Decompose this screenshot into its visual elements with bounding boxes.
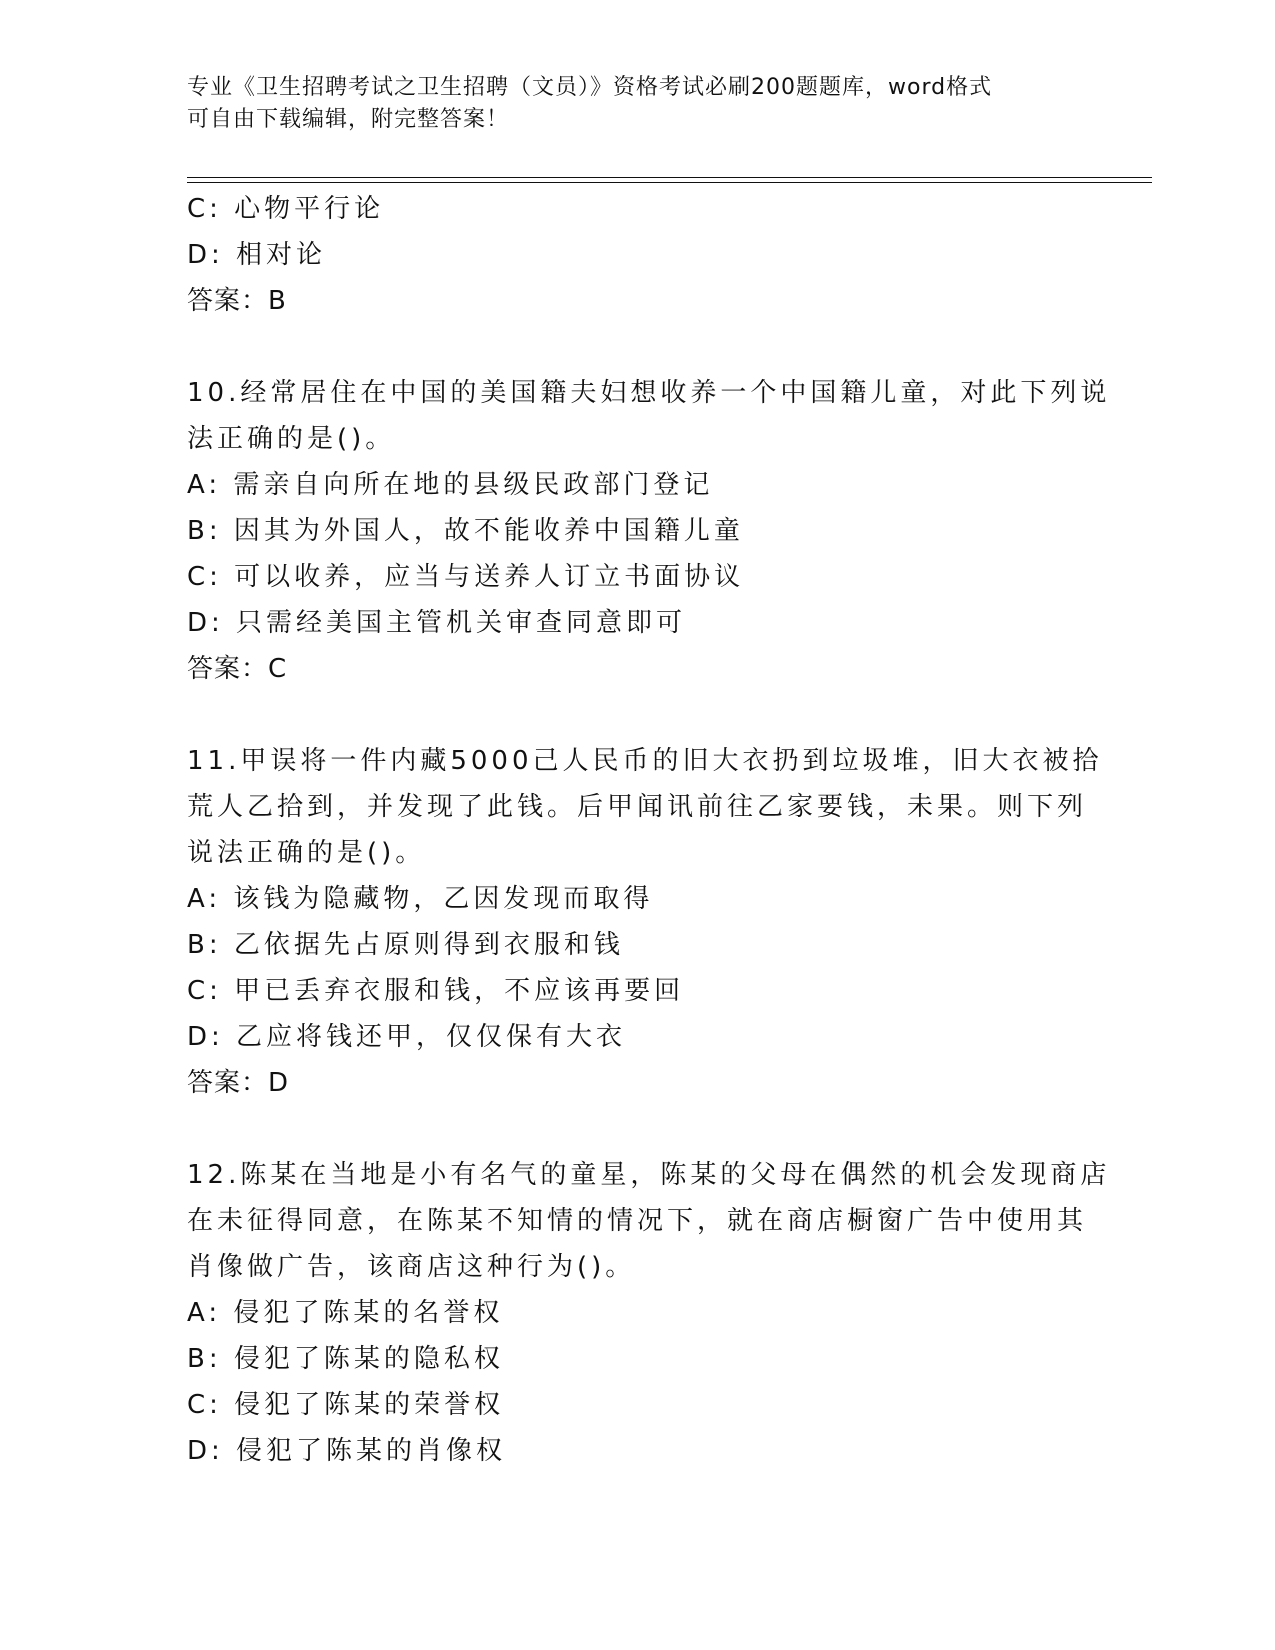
question-stem-line: 法正确的是()。 xyxy=(187,424,396,454)
option-b: B: 因其为外国人，故不能收养中国籍儿童 xyxy=(187,516,744,546)
option-b: B: 侵犯了陈某的隐私权 xyxy=(187,1344,504,1374)
question-10 xyxy=(187,370,1111,692)
option-a: A: 该钱为隐藏物，乙因发现而取得 xyxy=(187,884,654,914)
option-b: B: 乙依据先占原则得到衣服和钱 xyxy=(187,930,624,960)
question-stem-line: 说法正确的是()。 xyxy=(187,838,426,868)
option-a: A: 侵犯了陈某的名誉权 xyxy=(187,1298,504,1328)
option-c: C: 心物平行论 xyxy=(187,194,385,224)
header-divider-top xyxy=(187,177,1152,178)
spacer xyxy=(187,324,1087,370)
option-c: C: 可以收养，应当与送养人订立书面协议 xyxy=(187,562,745,592)
spacer xyxy=(187,692,1087,738)
option-d: D: 乙应将钱还甲，仅仅保有大衣 xyxy=(187,1022,627,1052)
option-c: C: 侵犯了陈某的荣誉权 xyxy=(187,1390,505,1420)
question-stem-line: 肖像做广告，该商店这种行为()。 xyxy=(187,1252,636,1282)
question-12 xyxy=(187,1152,1111,1474)
page-header xyxy=(187,72,1067,136)
header-line-1: 专业《卫生招聘考试之卫生招聘（文员）》资格考试必刷200题题库，word格式 xyxy=(187,75,993,100)
answer-line: 答案：D xyxy=(187,1068,290,1098)
question-stem-line: 11.甲误将一件内藏5000己人民币的旧大衣扔到垃圾堆，旧大衣被拾 xyxy=(187,746,1103,776)
spacer xyxy=(187,1106,1087,1152)
option-d: D: 相对论 xyxy=(187,240,327,270)
option-d: D: 侵犯了陈某的肖像权 xyxy=(187,1436,507,1466)
question-stem-line: 荒人乙拾到，并发现了此钱。后甲闻讯前往乙家要钱，未果。则下列 xyxy=(187,792,1088,822)
question-stem-line: 12.陈某在当地是小有名气的童星，陈某的父母在偶然的机会发现商店 xyxy=(187,1160,1111,1190)
option-c: C: 甲已丢弃衣服和钱，不应该再要回 xyxy=(187,976,685,1006)
question-stem-line: 10.经常居住在中国的美国籍夫妇想收养一个中国籍儿童，对此下列说 xyxy=(187,378,1111,408)
answer-line: 答案：B xyxy=(187,286,287,316)
question-9-tail xyxy=(187,186,1087,324)
answer-line: 答案：C xyxy=(187,654,288,684)
question-11 xyxy=(187,738,1103,1106)
option-a: A: 需亲自向所在地的县级民政部门登记 xyxy=(187,470,714,500)
header-line-2: 可自由下载编辑，附完整答案！ xyxy=(187,107,510,132)
header-divider-bottom xyxy=(187,182,1152,183)
option-d: D: 只需经美国主管机关审查同意即可 xyxy=(187,608,687,638)
question-list xyxy=(187,186,1111,1474)
question-stem-line: 在未征得同意，在陈某不知情的情况下，就在商店橱窗广告中使用其 xyxy=(187,1206,1088,1236)
